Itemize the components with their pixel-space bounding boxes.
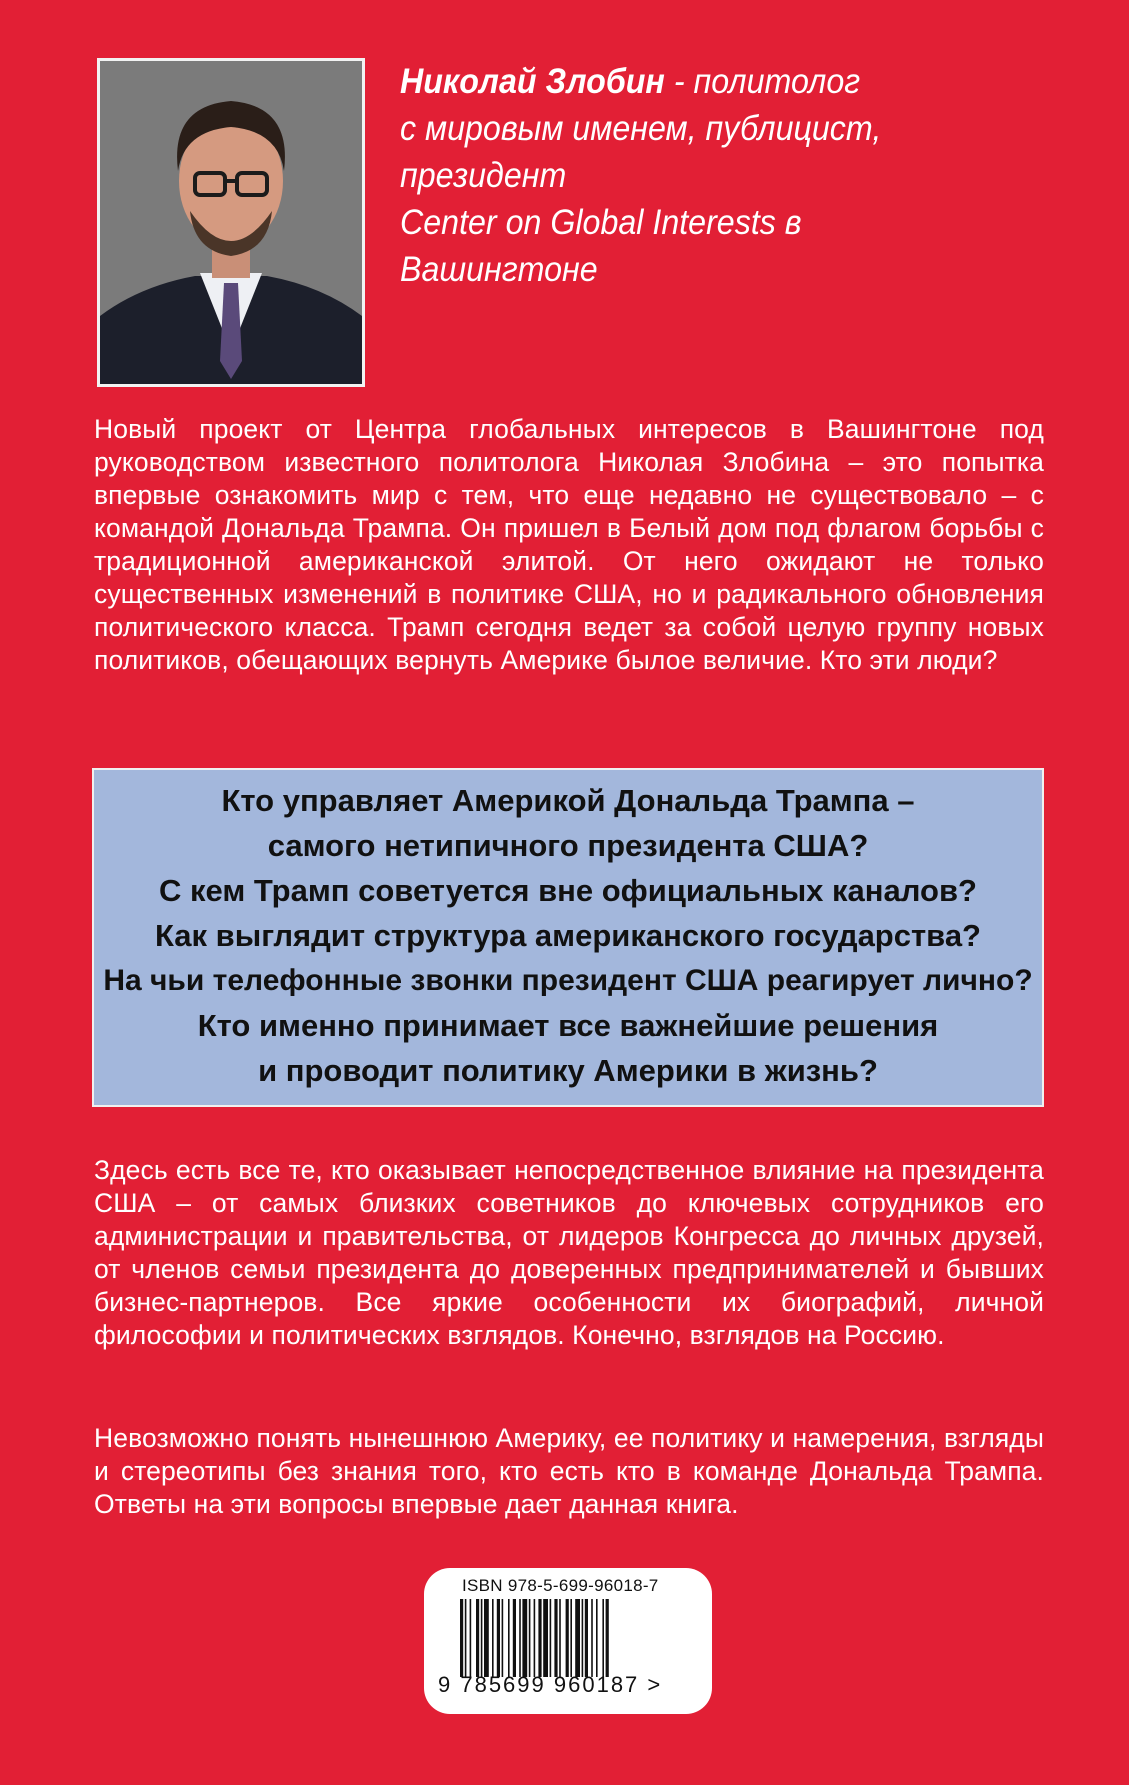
barcode-bar bbox=[602, 1599, 604, 1677]
barcode-bar bbox=[559, 1599, 561, 1677]
barcode-bar bbox=[470, 1599, 472, 1677]
barcode-bar bbox=[465, 1599, 467, 1677]
barcode-bar bbox=[529, 1599, 531, 1677]
content-paragraph: Здесь есть все те, кто оказывает непосредственное влияние на президента США – от самых близких советников до ключевых сотрудников его администрации и правительства, от лидеров Конгресса до личных друзей, от членов семьи президента до доверенных предпринимателей и бывших бизнес-партнеров. Все яркие особенности их биографий, личной философии и политических взглядов. Конечно, взглядов на Россию. bbox=[94, 1155, 1044, 1350]
barcode-bar bbox=[550, 1599, 552, 1677]
barcode-bar bbox=[554, 1599, 557, 1677]
barcode-bar bbox=[513, 1599, 516, 1677]
intro-paragraph: Новый проект от Центра глобальных интересов в Вашингтоне под руководством известного политолога Николая Злобина – это попытка впервые ознакомить мир с тем, что еще недавно не существовало – с командой Дональда Трампа. Он пришел в Белый дом под флагом борьбы с традиционной американской элитой. От него ожидают не только существенных изменений в политике США, но и радикального обновления политического класса. Трамп сегодня ведет за собой целую группу новых политиков, обещающих вернуть Америке былое величие. Кто эти люди? bbox=[94, 414, 1044, 675]
barcode-bar bbox=[591, 1599, 593, 1677]
barcode-bar bbox=[481, 1599, 483, 1677]
barcode-bar bbox=[522, 1599, 527, 1677]
barcode-bar bbox=[492, 1599, 494, 1677]
barcode-bar bbox=[502, 1599, 504, 1677]
isbn-label: ISBN 978-5-699-96018-7 bbox=[462, 1576, 659, 1595]
barcode-bars bbox=[460, 1599, 672, 1677]
author-bio-line3: Center on Global Interests в Вашингтоне bbox=[400, 203, 802, 289]
barcode-bar bbox=[606, 1599, 609, 1677]
barcode-bar bbox=[575, 1599, 580, 1677]
barcode-bar bbox=[497, 1599, 500, 1677]
barcode-digits: 9 785699 960187 > bbox=[438, 1672, 663, 1697]
closing-paragraph: Невозможно понять нынешнюю Америку, ее политику и намерения, взгляды и стереотипы без знания того, кто есть кто в команде Дональда Трампа. Ответы на эти вопросы впервые дает данная книга. bbox=[94, 1423, 1044, 1519]
barcode-bar bbox=[596, 1599, 598, 1677]
barcode-bar bbox=[460, 1599, 463, 1677]
barcode-bar bbox=[566, 1599, 569, 1677]
author-title: - политолог bbox=[664, 62, 861, 101]
question-line: С кем Трамп советуется вне официальных каналов? bbox=[159, 873, 977, 908]
barcode-bar bbox=[585, 1599, 588, 1677]
barcode-bar bbox=[582, 1599, 584, 1677]
barcode-bar bbox=[508, 1599, 510, 1677]
isbn-barcode bbox=[424, 1568, 712, 1714]
barcode-bar bbox=[570, 1599, 572, 1677]
question-line: Как выглядит структура американского государства? bbox=[155, 918, 981, 953]
author-photo bbox=[97, 58, 365, 387]
question-line: самого нетипичного президента США? bbox=[267, 828, 869, 863]
question-line: и проводит политику Америки в жизнь? bbox=[258, 1053, 878, 1088]
barcode-bar bbox=[484, 1599, 489, 1677]
author-name: Николай Злобин bbox=[400, 62, 665, 101]
questions-box bbox=[92, 768, 1044, 1107]
question-line: Кто именно принимает все важнейшие решения bbox=[197, 1008, 939, 1043]
author-bio-line1 bbox=[400, 58, 989, 105]
author-bio-line2: с мировым именем, публицист, президент bbox=[400, 109, 882, 195]
barcode-bar bbox=[534, 1599, 536, 1677]
author-bio bbox=[400, 58, 989, 293]
barcode-bar bbox=[519, 1599, 521, 1677]
question-line: На чьи телефонные звонки президент США реагирует лично? bbox=[103, 964, 1033, 997]
author-portrait-image bbox=[100, 61, 362, 384]
barcode-bar bbox=[543, 1599, 548, 1677]
question-line: Кто управляет Америкой Дональда Трампа – bbox=[221, 783, 915, 818]
barcode-bar bbox=[476, 1599, 479, 1677]
barcode-bar bbox=[538, 1599, 541, 1677]
